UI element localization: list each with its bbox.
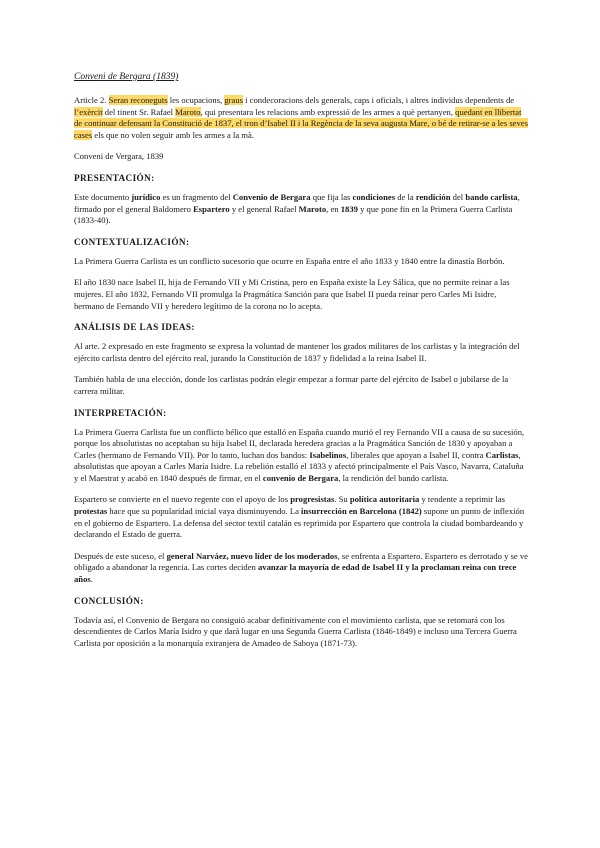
section-heading-analisis: ANÁLISIS DE LAS IDEAS: bbox=[74, 322, 195, 333]
bold-term: rendición bbox=[415, 191, 451, 202]
section-heading-interpretacion: INTERPRETACIÓN: bbox=[74, 407, 167, 418]
bold-term: progresistas bbox=[290, 494, 335, 505]
highlighted-text: graus bbox=[224, 95, 243, 105]
presentacion-paragraph bbox=[74, 192, 528, 227]
conclusion-paragraph: Todavía así, el Convenio de Bergara no consiguió acabar definitivamente con el movimiento carlista, que se retomará con los descendientes de Carlos María Isidro y que dará lugar en una Segunda Guerra Carlista (1846-1849) e incluso una Tercera Guerra Carlista por oposición a la monarquía extranjera de Amadeo de Saboya (1871-73). bbox=[74, 614, 517, 648]
text-segment: La Primera Guerra Carlista fue un conflicto bélico que estalló en España cuando murió el rey Fernando VII a causa de su sucesión, porque los absolutistas no aceptaban su hija Isabel II, declarada heredera gracias a la Pragmática Sanción de 1830 y apoyaban a Carles (hermano de Fernando VII). Por lo tanto, luchan dos bandos: bbox=[74, 426, 525, 460]
bold-term: avanzar la mayoría de edad de Isabel II y la proclaman reina con trece años bbox=[74, 562, 517, 585]
text-segment: es un fragmento del bbox=[160, 191, 233, 202]
section-heading-contextualizacion: CONTEXTUALIZACIÓN: bbox=[74, 236, 190, 247]
highlighted-text: Seran reconeguts bbox=[108, 95, 168, 105]
bold-term: convenio de Bergara bbox=[262, 472, 339, 483]
text-segment: . Su bbox=[334, 494, 350, 505]
analisis-paragraph-2: También habla de una elección, donde los carlistas podrán elegir empezar a formar parte del ejército de Isabel o jubilarse de la carrera militar. bbox=[74, 374, 509, 396]
article-text-segment: del tinent Sr. Rafael bbox=[102, 106, 176, 117]
interpretacion-paragraph-2 bbox=[74, 494, 528, 540]
text-segment: , en bbox=[326, 203, 341, 214]
highlighted-text: l’exèrcit bbox=[74, 106, 103, 117]
text-segment: Este documento bbox=[74, 191, 132, 202]
text-segment: , liberales que apoyan a Isabel II, contra bbox=[346, 449, 486, 460]
article-text-segment: els que no volen seguir amb les armes a la mà. bbox=[92, 129, 254, 140]
text-segment: y tendente a reprimir las bbox=[419, 494, 505, 505]
text-segment: de la bbox=[395, 191, 416, 202]
article-text-segment: Article 2. bbox=[74, 95, 109, 105]
contextualizacion-paragraph-1: La Primera Guerra Carlista es un conflicto sucesorio que ocurre en España entre el año 1833 y 1840 entre la dinastía Borbón. bbox=[74, 255, 505, 266]
interpretacion-paragraph-3 bbox=[74, 551, 528, 586]
bold-term: Carlistas bbox=[485, 449, 519, 460]
bold-term: general Narváez, nuevo líder de los moderados bbox=[166, 550, 338, 561]
bold-term: protestas bbox=[74, 506, 108, 517]
highlighted-text: quedant en llibertat de continuar defensant la Constitució de 1837, el tron d’Isabel II i la Regència de la seva augusta Mare, o bé de retirar-se a les seves cases bbox=[74, 106, 528, 140]
bold-term: Espartero bbox=[193, 203, 230, 214]
text-segment: y el general Rafael bbox=[229, 203, 299, 214]
bold-term: Convenio de Bergara bbox=[232, 191, 311, 202]
document-title: Conveni de Bergara (1839) bbox=[74, 72, 179, 82]
article-text-segment: les ocupacions, bbox=[167, 95, 225, 105]
text-segment: Después de este suceso, el bbox=[74, 550, 167, 561]
contextualizacion-paragraph-2: El año 1830 nace Isabel II, hija de Fernando VII y Mi Cristina, pero en España existe la Ley Sálica, que no permite reinar a las mujeres. El año 1832, Fernando VII promulga la Pragmática Sanción para que Isabel II pueda reinar pero Carles Mi Isidre, hermano de Fernando VII y heredero legítimo de la corona no lo acepta. bbox=[74, 277, 510, 311]
text-segment: Espartero se convierte en el nuevo regente con el apoyo de los bbox=[74, 494, 291, 505]
text-segment: del bbox=[450, 191, 466, 202]
text-segment: hace que su popularidad inicial vaya disminuyendo. La bbox=[107, 506, 302, 517]
bold-term: Maroto bbox=[298, 203, 327, 214]
article-text bbox=[74, 95, 528, 141]
bold-term: Isabelinos bbox=[309, 449, 347, 460]
section-heading-conclusion: CONCLUSIÓN: bbox=[74, 595, 144, 606]
text-segment: , la rendición del bando carlista. bbox=[338, 472, 449, 483]
interpretacion-paragraph-1 bbox=[74, 427, 528, 485]
highlighted-text: Maroto bbox=[175, 106, 201, 117]
article-text-segment: , qui presentara les relacions amb expressió de les armes a què pertanyen, bbox=[200, 106, 456, 117]
text-segment: , firmado por el general Baldomero bbox=[74, 191, 520, 214]
text-segment: . bbox=[90, 574, 93, 585]
bold-term: condiciones bbox=[352, 191, 396, 202]
article-text-segment: i condecoracions dels generals, caps i oficials, i altres individus dependents de bbox=[243, 95, 515, 105]
text-segment: , absolutistas que apoyan a Carles María Isidre. La rebelión estalló el 1833 y afectó principalmente el País Vasco, Navarra, Cataluña y el Maestrat y acabó en 1840 después de firmar, en el bbox=[74, 449, 524, 483]
bold-term: insurrección en Barcelona (1842) bbox=[301, 506, 422, 517]
analisis-paragraph-1: Al arte. 2 expresado en este fragmento se expresa la voluntad de mantener los grados militares de los carlistas y la integración del ejército carlista dentro del ejército real, jurando la Constitución de 1837 y fidelidad a la reina Isabel II. bbox=[74, 341, 520, 363]
section-heading-presentacion: PRESENTACIÓN: bbox=[74, 172, 155, 183]
bold-term: 1839 bbox=[340, 203, 358, 214]
text-segment: supone un punto de inflexión en el gobierno de Espartero. La defensa del sector textil catalán es reprimida por Espartero que controla la ciudad bombardeando y declarando el Estado de guerra. bbox=[74, 506, 525, 540]
bold-term: política autoritaria bbox=[349, 494, 420, 505]
bold-term: jurídico bbox=[131, 191, 161, 202]
source-citation: Conveni de Vergara, 1839 bbox=[74, 151, 164, 162]
text-segment: y que pone fin en la Primera Guerra Carlista (1833-40). bbox=[74, 203, 513, 226]
text-segment: que fija las bbox=[310, 191, 353, 202]
text-segment: , se enfrenta a Espartero. Espartero es derrotado y se ve obligado a abandonar la regencia. Las cortes deciden bbox=[74, 550, 528, 573]
bold-term: bando carlista bbox=[465, 191, 518, 202]
